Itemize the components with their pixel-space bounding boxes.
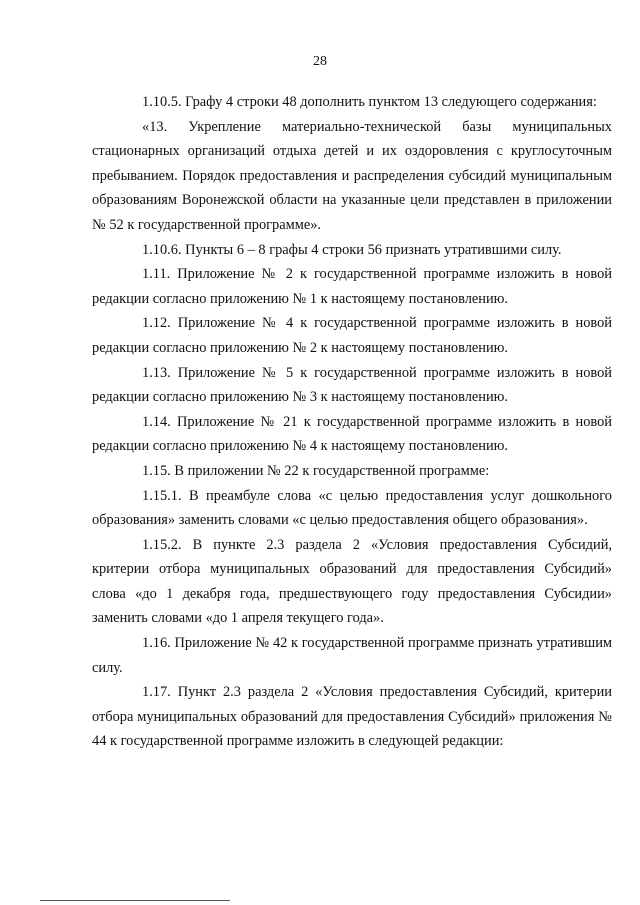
paragraph-item-13: «13. Укрепление материально-технической базы муниципальных стационарных организаций отдыха детей и их оздоровления с круглосуточным пребыванием. Порядок предоставления и распределения субсидий муниципальным образованиям Воронежской области на указанные цели представлен в приложении № 52 к государственной программе».: [92, 118, 612, 233]
paragraph-1-15: 1.15. В приложении № 22 к государственной программе:: [142, 462, 490, 479]
paragraph-1-10-5: 1.10.5. Графу 4 строки 48 дополнить пунктом 13 следующего содержания:: [142, 94, 597, 110]
paragraph-1-10-6: 1.10.6. Пункты 6 – 8 графы 4 строки 56 признать утратившими силу.: [142, 241, 562, 258]
document-body: [92, 90, 612, 754]
paragraph-1-15-2: 1.15.2. В пункте 2.3 раздела 2 «Условия предоставления Субсидий, критерии отбора муниципальных образований для предоставления Субсидий» слова «до 1 декабря года, предшествующего году предоставления Субсидии» заменить словами «до 1 апреля текущего года».: [92, 536, 612, 627]
paragraph-1-13: 1.13. Приложение № 5 к государственной программе изложить в новой редакции согласно приложению № 3 к настоящему постановлению.: [92, 364, 612, 406]
paragraph-1-14: 1.14. Приложение № 21 к государственной программе изложить в новой редакции согласно приложению № 4 к настоящему постановлению.: [92, 413, 612, 455]
page-number: 28: [313, 54, 327, 69]
paragraph-1-17: 1.17. Пункт 2.3 раздела 2 «Условия предоставления Субсидий, критерии отбора муниципальных образований для предоставления Субсидий» приложения № 44 к государственной программе изложить в следующей редакции:: [92, 684, 612, 750]
paragraph-1-16: 1.16. Приложение № 42 к государственной программе признать утратившим силу.: [92, 635, 612, 676]
paragraph-1-12: 1.12. Приложение № 4 к государственной программе изложить в новой редакции согласно приложению № 2 к настоящему постановлению.: [92, 315, 612, 356]
paragraph-1-15-1: 1.15.1. В преамбуле слова «с целью предоставления услуг дошкольного образования» заменить словами «с целью предоставления общего образования».: [92, 487, 612, 529]
footer-rule: [40, 900, 230, 901]
paragraph-1-11: 1.11. Приложение № 2 к государственной программе изложить в новой редакции согласно приложению № 1 к настоящему постановлению.: [92, 266, 612, 307]
